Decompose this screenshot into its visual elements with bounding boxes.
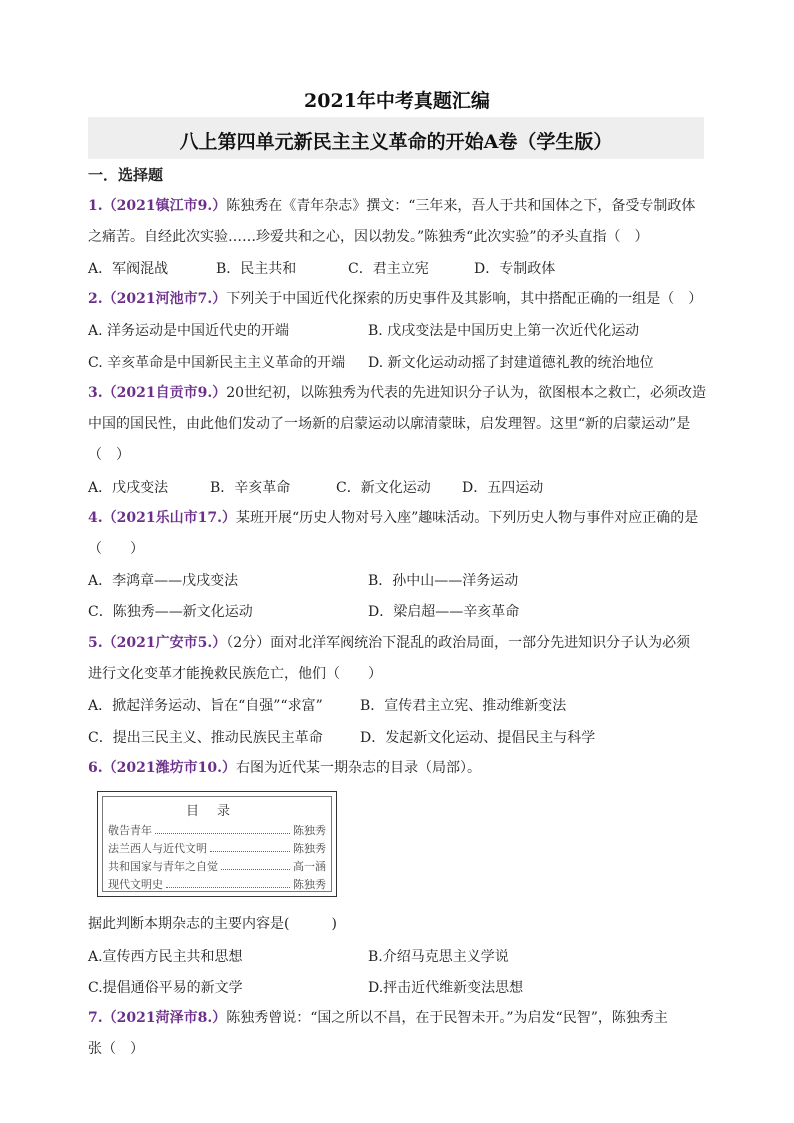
option-d: D．发起新文化运动、提倡民主与科学 xyxy=(360,730,596,746)
question-6 xyxy=(88,758,708,778)
option-a: A．军阀混战 xyxy=(88,261,169,277)
question-text-line: 中国的国民性，由此他们发动了一场新的启蒙运动以廓清蒙昧，启发理智。这里“新的启蒙运动”是 xyxy=(88,416,691,432)
question-source: （2021自贡市9.） xyxy=(102,385,227,401)
question-source: （2021镇江市9.） xyxy=(102,198,227,214)
question-3 xyxy=(88,383,708,403)
question-number: 5. xyxy=(88,635,103,651)
option-d: D. 新文化运动动摇了封建道德礼教的统治地位 xyxy=(368,355,654,371)
question-text: 陈独秀曾说：“国之所以不昌，在于民智未开。”为启发“民智”，陈独秀主 xyxy=(226,1010,668,1026)
toc-row xyxy=(108,876,326,892)
question-number: 7. xyxy=(88,1010,103,1026)
question-7 xyxy=(88,1008,708,1028)
question-text-line: 之痛苦。自经此次实验……珍爱共和之心，因以勃发。”陈独秀“此次实验”的矛头直指（ ） xyxy=(88,229,649,245)
toc-leader-dots xyxy=(210,844,290,852)
option-b: B．宣传君主立宪、推动维新变法 xyxy=(360,698,567,714)
toc-title: 共和国家与青年之自觉 xyxy=(108,860,218,873)
toc-title: 现代文明史 xyxy=(108,878,163,891)
option-a: A.宣传西方民主共和思想 xyxy=(88,949,243,965)
question-text-line: 据此判断本期杂志的主要内容是( ) xyxy=(88,916,337,932)
question-source: （2021河池市7.） xyxy=(102,291,227,307)
option-c: C．陈独秀——新文化运动 xyxy=(88,604,253,620)
toc-leader-dots xyxy=(221,862,290,870)
option-b: B. 戊戌变法是中国历史上第一次近代化运动 xyxy=(368,323,640,339)
question-text: 下列关于中国近代化探索的历史事件及其影响，其中搭配正确的一组是（ ） xyxy=(226,291,703,307)
question-text: 20世纪初，以陈独秀为代表的先进知识分子认为，欲图根本之救亡，必须改造 xyxy=(226,385,707,401)
question-4 xyxy=(88,508,708,528)
question-number: 1. xyxy=(88,198,103,214)
question-text: （2分）面对北洋军阀统治下混乱的政治局面，一部分先进知识分子认为必须 xyxy=(226,635,691,651)
option-c: C．君主立宪 xyxy=(348,261,429,277)
toc-author: 陈独秀 xyxy=(293,824,326,837)
toc-author: 高一涵 xyxy=(293,860,326,873)
question-text-line: 进行文化变革才能挽救民族危亡，他们（ ） xyxy=(88,666,382,682)
question-number: 2. xyxy=(88,291,103,307)
option-a: A. 洋务运动是中国近代史的开端 xyxy=(88,323,290,339)
question-number: 6. xyxy=(88,760,103,776)
option-c: C．新文化运动 xyxy=(336,480,431,496)
toc-author: 陈独秀 xyxy=(293,878,326,891)
question-number: 4. xyxy=(88,510,103,526)
question-text-line: 张（ ） xyxy=(88,1041,144,1057)
document-subtitle: 八上第四单元新民主主义革命的开始A卷（学生版） xyxy=(179,131,613,153)
document-title: 2021年中考真题汇编 xyxy=(304,90,490,112)
question-source: （2021菏泽市8.） xyxy=(102,1010,227,1026)
option-c: C．提出三民主义、推动民族民主革命 xyxy=(88,730,323,746)
toc-leader-dots xyxy=(155,826,290,834)
option-d: D．专制政体 xyxy=(474,261,556,277)
option-b: B．辛亥革命 xyxy=(210,480,291,496)
question-number: 3. xyxy=(88,385,103,401)
question-source: （2021广安市5.） xyxy=(102,635,227,651)
question-text: 右图为近代某一期杂志的目录（局部）。 xyxy=(235,760,481,776)
question-1 xyxy=(88,196,708,216)
option-d: D.抨击近代维新变法思想 xyxy=(368,980,524,996)
option-c: C.提倡通俗平易的新文学 xyxy=(88,980,243,996)
toc-row xyxy=(108,858,326,874)
question-text-line: （ ） xyxy=(88,541,144,557)
question-text: 陈独秀在《青年杂志》撰文：“三年来，吾人于共和国体之下，备受专制政体 xyxy=(226,198,696,214)
section-title: 一．选择题 xyxy=(88,166,164,184)
question-source: （2021乐山市17.） xyxy=(102,510,236,526)
question-text: 某班开展“历史人物对号入座”趣味活动。下列历史人物与事件对应正确的是 xyxy=(235,510,699,526)
toc-title: 敬告青年 xyxy=(108,824,152,837)
toc-heading: 目录 xyxy=(185,804,248,819)
question-2 xyxy=(88,289,708,309)
option-b: B.介绍马克思主义学说 xyxy=(368,949,509,965)
option-a: A．戊戌变法 xyxy=(88,480,169,496)
question-source: （2021潍坊市10.） xyxy=(102,760,236,776)
magazine-toc-figure xyxy=(97,791,337,897)
option-a: A．掀起洋务运动、旨在“自强”“求富” xyxy=(88,698,323,714)
toc-leader-dots xyxy=(166,880,290,888)
question-5 xyxy=(88,633,708,653)
option-c: C. 辛亥革命是中国新民主主义革命的开端 xyxy=(88,355,346,371)
toc-row xyxy=(108,822,326,838)
question-text-line: （ ） xyxy=(88,447,130,463)
option-d: D．五四运动 xyxy=(462,480,544,496)
option-b: B．孙中山——洋务运动 xyxy=(368,573,519,589)
toc-author: 陈独秀 xyxy=(293,842,326,855)
toc-title: 法兰西人与近代文明 xyxy=(108,842,207,855)
toc-row xyxy=(108,840,326,856)
option-a: A．李鸿章——戊戌变法 xyxy=(88,573,239,589)
option-d: D．梁启超——辛亥革命 xyxy=(368,604,520,620)
option-b: B．民主共和 xyxy=(216,261,297,277)
